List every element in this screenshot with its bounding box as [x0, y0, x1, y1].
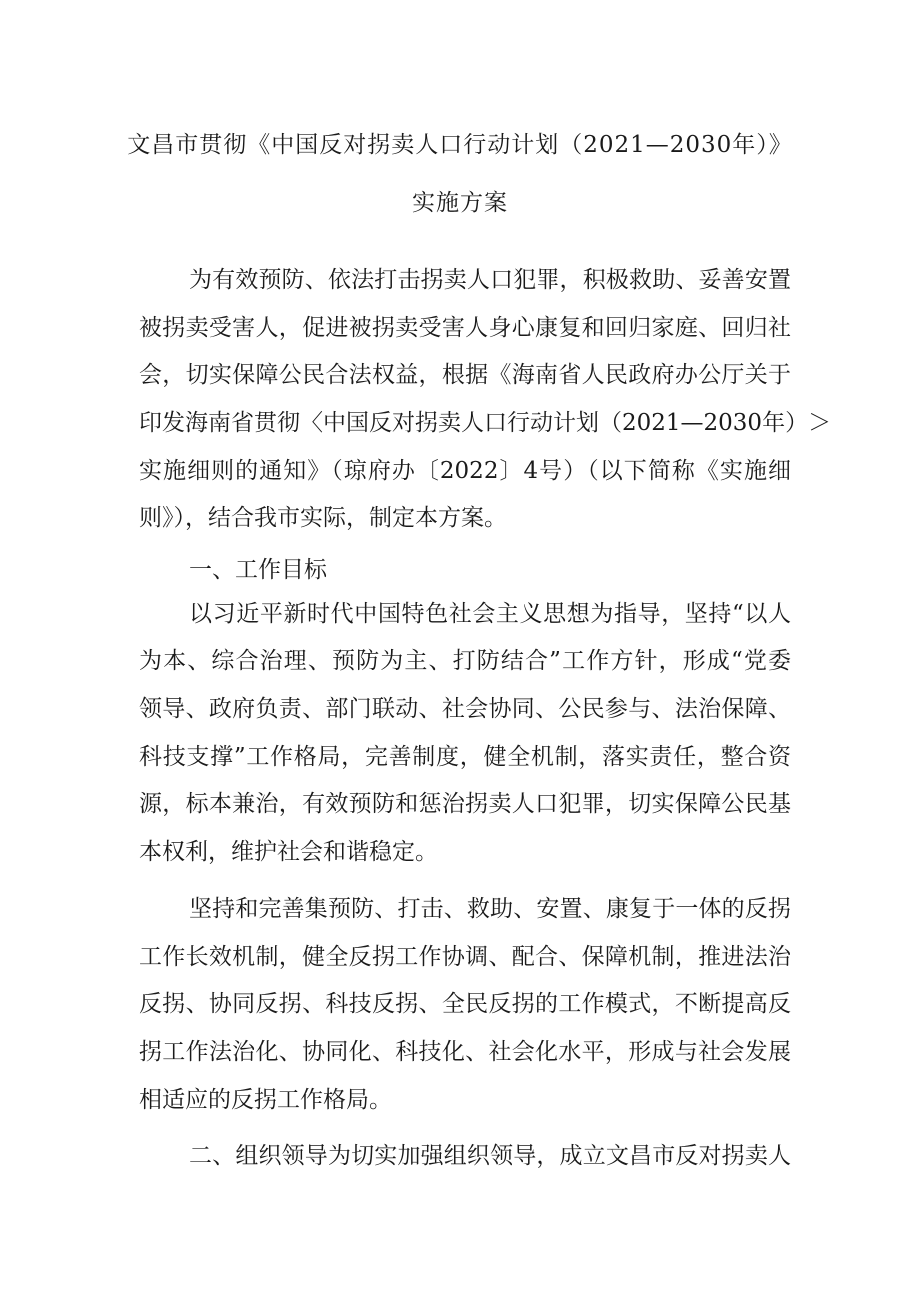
intro-line: 印发海南省贯彻〈中国反对拐卖人口行动计划（2021—2030年）＞ [139, 410, 832, 436]
paragraph-line: 本权利，维护社会和谐稳定。 [139, 839, 438, 865]
paragraph-line: 反拐、协同反拐、科技反拐、全民反拐的工作模式，不断提高反 [139, 991, 791, 1017]
paragraph-line: 坚持和完善集预防、打击、救助、安置、康复于一体的反拐 [189, 896, 791, 922]
document-subtitle: 实施方案 [412, 190, 508, 216]
paragraph-line: 源，标本兼治，有效预防和惩治拐卖人口犯罪，切实保障公民基 [139, 791, 791, 817]
paragraph-line: 领导、政府负责、部门联动、社会协同、公民参与、法治保障、 [139, 696, 791, 722]
paragraph-line: 拐工作法治化、协同化、科技化、社会化水平，形成与社会发展 [139, 1039, 791, 1065]
intro-line: 会，切实保障公民合法权益，根据《海南省人民政府办公厅关于 [139, 362, 791, 388]
paragraph-line: 为本、综合治理、预防为主、打防结合”工作方针，形成“党委 [139, 648, 791, 674]
paragraph-line: 以习近平新时代中国特色社会主义思想为指导，坚持“以人 [189, 601, 791, 627]
section-heading-organization: 二、组织领导为切实加强组织领导，成立文昌市反对拐卖人 [189, 1143, 791, 1169]
section-heading-goals: 一、工作目标 [189, 557, 327, 583]
paragraph-line: 科技支撑”工作格局，完善制度，健全机制，落实责任，整合资 [139, 744, 791, 770]
intro-line: 被拐卖受害人，促进被拐卖受害人身心康复和回归家庭、回归社 [139, 315, 791, 341]
intro-line: 实施细则的通知》（琼府办〔2022〕4号）（以下简称《实施细 [139, 458, 791, 484]
document-title: 文昌市贯彻《中国反对拐卖人口行动计划（2021—2030年）》 [127, 132, 793, 158]
paragraph-line: 相适应的反拐工作格局。 [139, 1087, 392, 1113]
paragraph-line: 工作长效机制，健全反拐工作协调、配合、保障机制，推进法治 [139, 944, 791, 970]
intro-line: 为有效预防、依法打击拐卖人口犯罪，积极救助、妥善安置 [189, 267, 791, 293]
intro-line: 则》），结合我市实际，制定本方案。 [139, 505, 507, 531]
